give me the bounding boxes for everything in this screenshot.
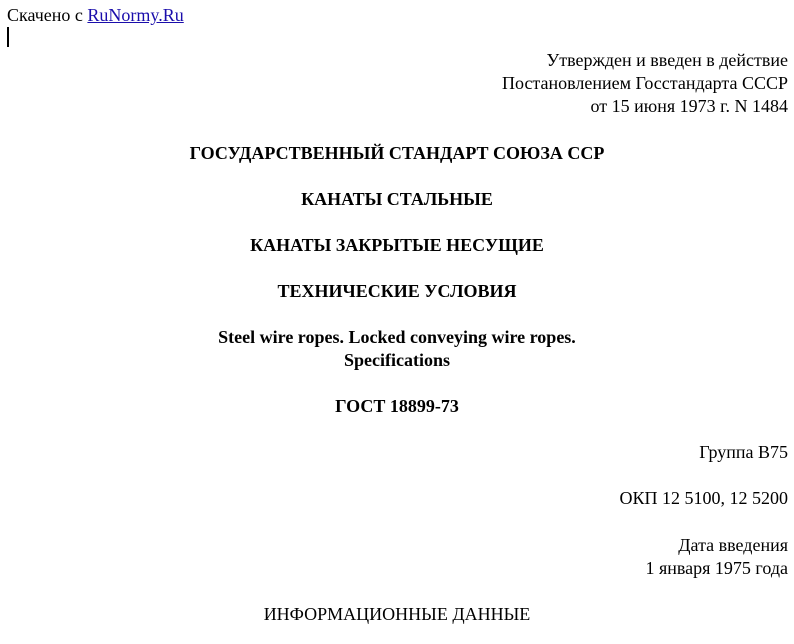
- source-prefix: Скачено с: [7, 5, 83, 25]
- english-title-line-1: Steel wire ropes. Locked conveying wire ropes.: [218, 327, 576, 347]
- okp-code: ОКП 12 5100, 12 5200: [619, 488, 788, 508]
- closed-ropes-heading: КАНАТЫ ЗАКРЫТЫЕ НЕСУЩИЕ: [250, 235, 544, 255]
- intro-date-label: Дата введения: [678, 535, 788, 555]
- state-standard-heading: ГОСУДАРСТВЕННЫЙ СТАНДАРТ СОЮЗА ССР: [189, 143, 605, 163]
- group-code: Группа В75: [699, 442, 788, 462]
- text-cursor: [7, 27, 9, 47]
- conditions-heading: ТЕХНИЧЕСКИЕ УСЛОВИЯ: [277, 281, 517, 301]
- gost-number: ГОСТ 18899-73: [335, 396, 459, 416]
- intro-date-value: 1 января 1975 года: [645, 558, 788, 578]
- info-section-heading: ИНФОРМАЦИОННЫЕ ДАННЫЕ: [263, 604, 531, 624]
- approval-line-1: Утвержден и введен в действие: [546, 50, 788, 70]
- source-line: [7, 4, 184, 26]
- approval-line-3: от 15 июня 1973 г. N 1484: [590, 96, 788, 116]
- ropes-heading: КАНАТЫ СТАЛЬНЫЕ: [301, 189, 493, 209]
- english-title-line-2: Specifications: [344, 350, 450, 370]
- approval-line-2: Постановлением Госстандарта СССР: [502, 73, 788, 93]
- source-link[interactable]: RuNormy.Ru: [87, 5, 184, 25]
